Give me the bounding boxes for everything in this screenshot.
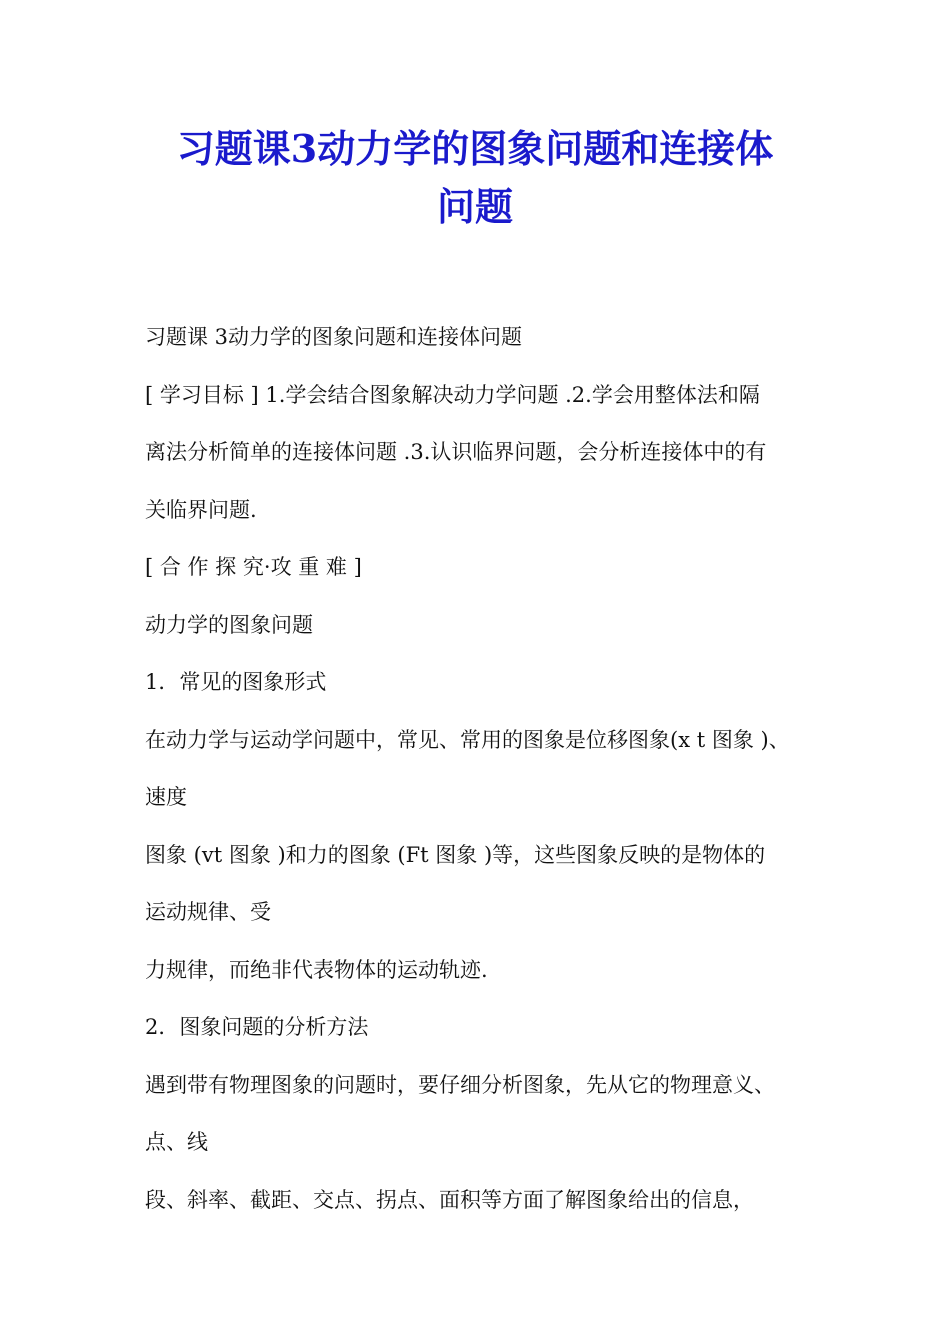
document-title	[0, 120, 950, 236]
section-heading: [ 合 作 探 究·攻 重 难 ]	[145, 555, 362, 579]
paragraph-line: 在动力学与运动学问题中，常见、常用的图象是位移图象(x t 图象 )、	[145, 727, 790, 752]
subtitle-line: 习题课 3动力学的图象问题和连接体问题	[145, 325, 523, 349]
learning-goals-line: [ 学习目标 ] 1.学会结合图象解决动力学问题 .2.学会用整体法和隔	[145, 382, 760, 407]
numbered-heading: 1．常见的图象形式	[145, 670, 327, 694]
numbered-heading: 2．图象问题的分析方法	[145, 1015, 369, 1039]
paragraph-line: 段、斜率、截距、交点、拐点、面积等方面了解图象给出的信息，	[145, 1187, 754, 1212]
title-line-1: 习题课3动力学的图象问题和连接体	[176, 126, 774, 171]
document-body	[145, 316, 835, 1236]
paragraph-line: 图象 (vt 图象 )和力的图象 (Ft 图象 )等，这些图象反映的是物体的	[145, 842, 766, 867]
paragraph-line: 运动规律、受	[145, 900, 271, 924]
paragraph-line: 力规律，而绝非代表物体的运动轨迹.	[145, 957, 488, 982]
paragraph-line: 离法分析简单的连接体问题 .3.认识临界问题，会分析连接体中的有	[145, 440, 767, 464]
paragraph-line: 点、线	[145, 1130, 208, 1154]
paragraph-line: 遇到带有物理图象的问题时，要仔细分析图象，先从它的物理意义、	[145, 1072, 775, 1097]
topic-heading: 动力学的图象问题	[145, 612, 313, 637]
paragraph-line: 速度	[145, 785, 187, 809]
title-line-2: 问题	[436, 184, 513, 229]
paragraph-line: 关临界问题.	[145, 497, 257, 522]
